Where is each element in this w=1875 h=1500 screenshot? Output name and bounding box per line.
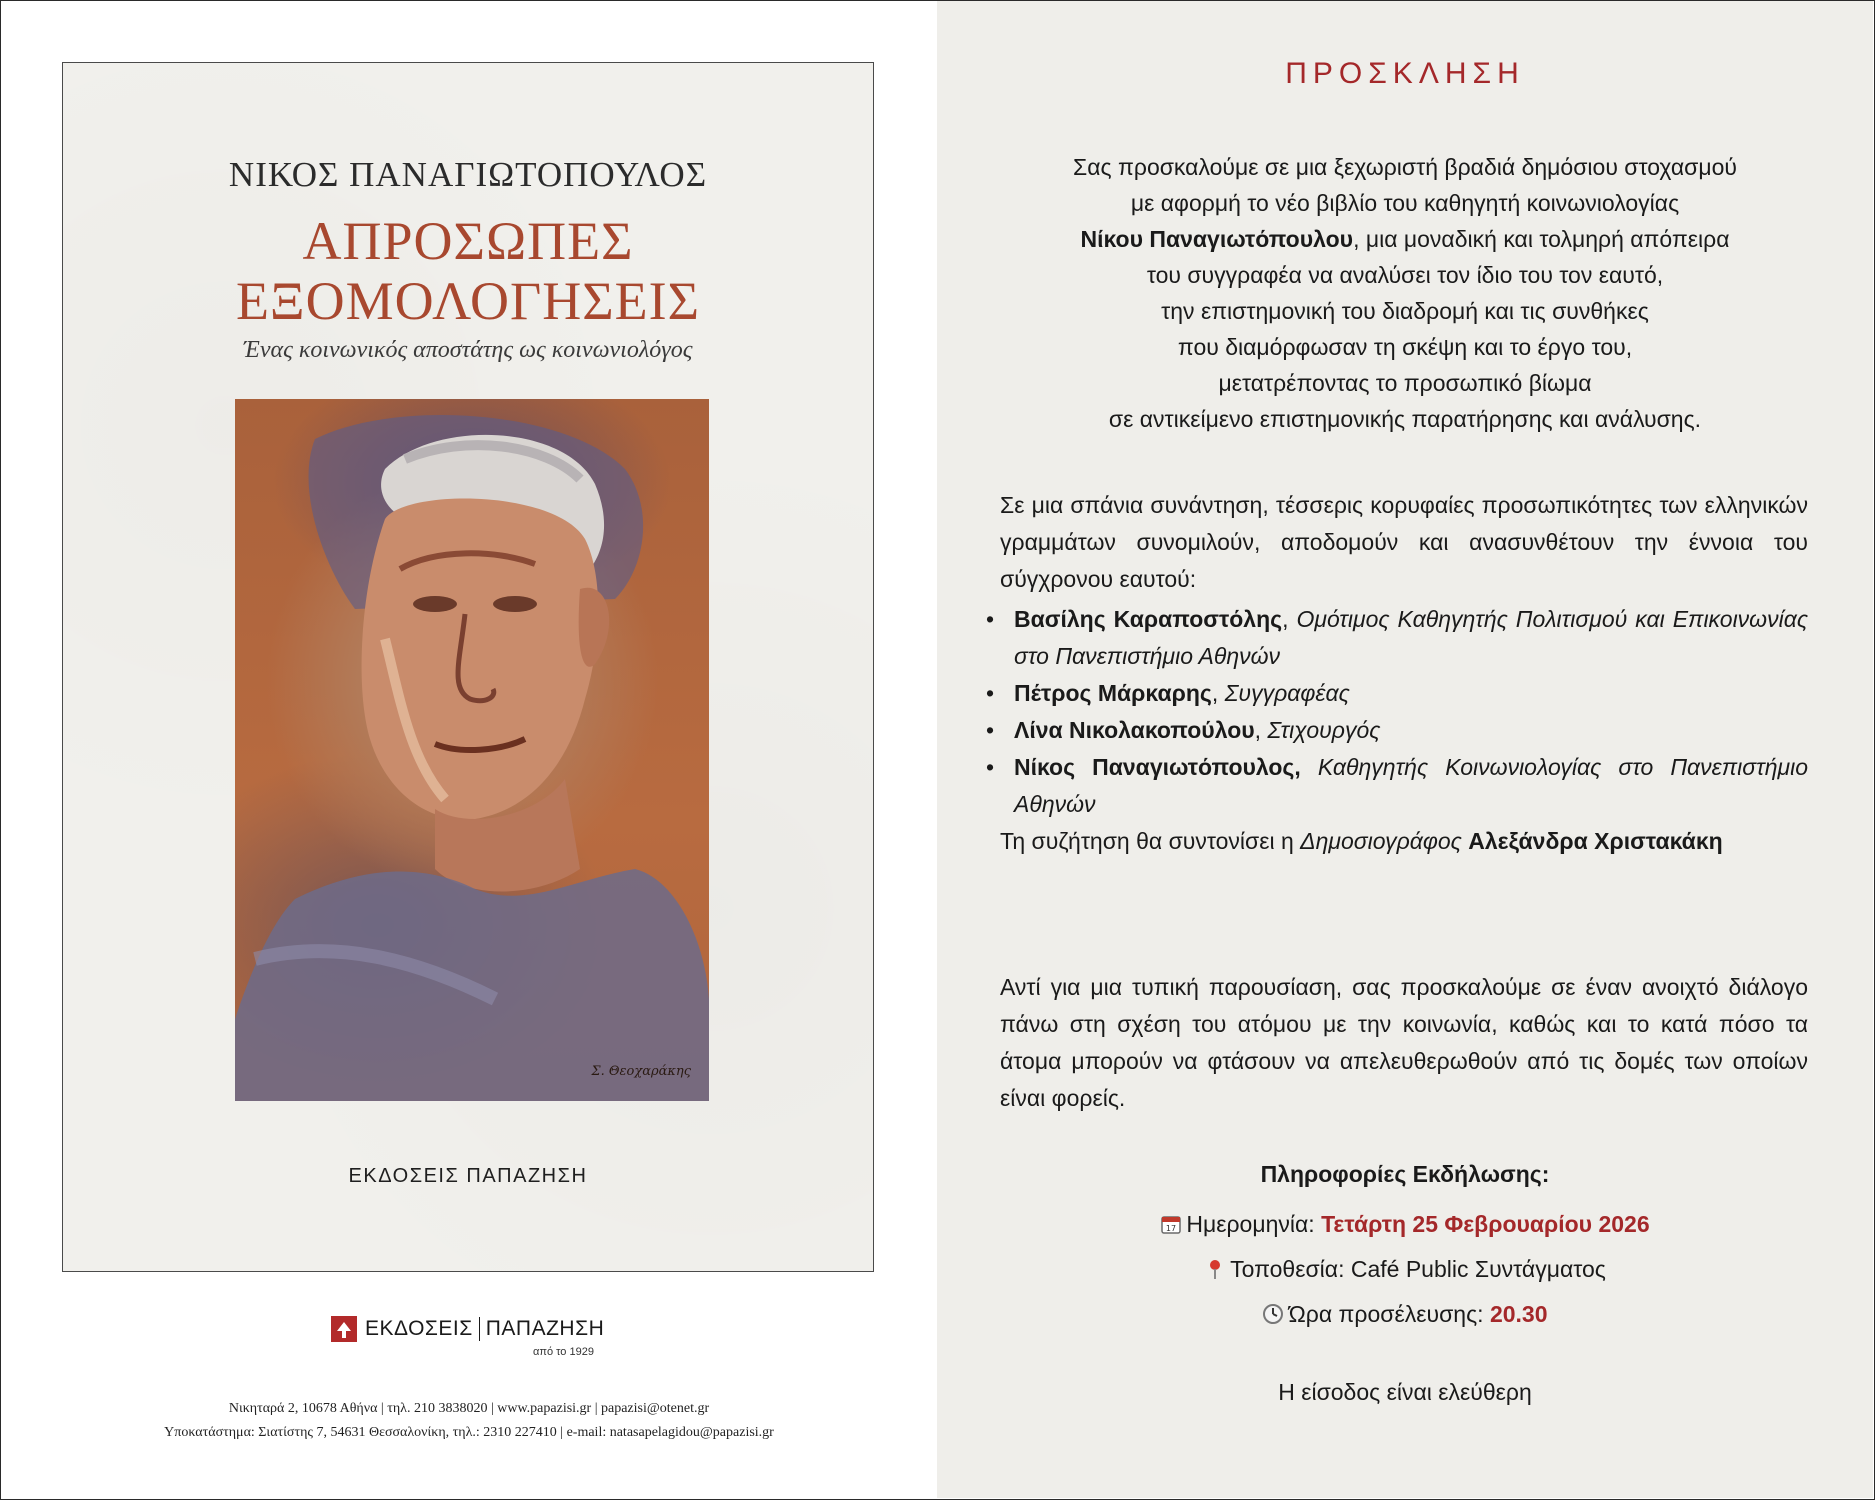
time-label: Ώρα προσέλευσης:: [1288, 1301, 1490, 1327]
cover-title: [63, 211, 873, 331]
event-info-heading: Πληροφορίες Εκδήλωσης:: [1260, 1161, 1550, 1187]
intro-line: του συγγραφέα να αναλύσει τον ίδιο του τον εαυτό,: [1146, 262, 1664, 288]
footer-address-line1: Νικηταρά 2, 10678 Αθήνα | τηλ. 210 3838020 | www.papazisi.gr | papazisi@otenet.gr: [228, 1401, 710, 1416]
bullet: •: [986, 754, 995, 780]
speaker-item: [986, 712, 1808, 749]
free-entry-note: Η είσοδος είναι ελεύθερη: [1278, 1379, 1532, 1405]
event-date-line: [937, 1211, 1873, 1238]
speaker-role: Συγγραφέας: [1224, 680, 1350, 706]
book-cover: [62, 62, 874, 1272]
time-value: 20.30: [1489, 1301, 1548, 1327]
left-panel: [1, 1, 937, 1498]
cover-portrait-painting: [235, 399, 709, 1101]
moderator-name: Αλεξάνδρα Χριστακάκη: [1468, 828, 1723, 854]
intro-line: με αφορμή το νέο βιβλίο του καθηγητή κοινωνιολογίας: [1130, 190, 1680, 216]
logo-text-part-b: ΠΑΠΑΖΗΣΗ: [485, 1317, 605, 1340]
speaker-item: [986, 601, 1808, 675]
speaker-role: Καθηγητής Κοινωνιολογίας στο Πανεπιστήμιο Αθηνών: [1014, 754, 1808, 817]
place-value: Café Public Συντάγματος: [1350, 1256, 1606, 1282]
invitation-title: ΠΡΟΣΚΛΗΣΗ: [1285, 57, 1525, 90]
svg-text:17: 17: [1166, 1224, 1177, 1233]
speaker-item: [986, 675, 1808, 712]
clock-icon: [1262, 1303, 1284, 1325]
closing-paragraph: Αντί για μια τυπική παρουσίαση, σας προσκαλούμε σε έναν ανοιχτό διάλογο πάνω στη σχέση του ατόμου με την κοινωνία, καθώς και το κατά πόσο τα άτομα μπορούν να φτάσουν να απελευθερωθούν από τις δομές των οποίων είναι φορείς.: [1000, 974, 1808, 1111]
speaker-sep: [1301, 754, 1318, 780]
intro-line: Σας προσκαλούμε σε μια ξεχωριστή βραδιά δημόσιου στοχασμού: [1073, 154, 1737, 180]
pin-icon: [1204, 1258, 1226, 1280]
bullet: •: [986, 717, 995, 743]
right-panel: [937, 1, 1873, 1498]
event-time-line: [937, 1301, 1873, 1328]
painting-signature: Σ. Θεοχαράκης: [591, 1064, 691, 1079]
footer-address-line2: Υποκατάστημα: Σιατίστης 7, 54631 Θεσσαλονίκη, τηλ.: 2310 227410 | e-mail: natasapelagidou@papazisi.gr: [164, 1425, 774, 1440]
cover-title-line1: ΑΠΡΟΣΩΠΕΣ: [302, 211, 634, 271]
date-value: Τετάρτη 25 Φεβρουαρίου 2026: [1321, 1211, 1650, 1237]
moderator-role: Δημοσιογράφος: [1300, 828, 1462, 854]
intro-line: μετατρέποντας το προσωπικό βίωμα: [1218, 370, 1592, 396]
cover-title-line2: ΕΞΟΜΟΛΟΓΗΣΕΙΣ: [235, 271, 701, 331]
event-place-line: [937, 1256, 1873, 1283]
calendar-icon: [1160, 1213, 1182, 1235]
portrait-illustration: [235, 399, 709, 1101]
moderator-prefix: Τη συζήτηση θα συντονίσει η: [1000, 828, 1301, 854]
panel-intro: Σε μια σπάνια συνάντηση, τέσσερις κορυφαίες προσωπικότητες των ελληνικών γραμμάτων συνομιλούν, αποδομούν και ανασυνθέτουν την έννοια του σύγχρονου εαυτού:: [1000, 492, 1808, 592]
intro-line: που διαμόρφωσαν τη σκέψη και το έργο του,: [1177, 334, 1633, 360]
speaker-sep: ,: [1211, 680, 1225, 706]
invitation-intro: [997, 149, 1813, 437]
logo-divider: [479, 1317, 480, 1341]
logo-since: από το 1929: [533, 1346, 594, 1358]
speaker-name: Λίνα Νικολακοπούλου: [1014, 717, 1255, 743]
moderator-line: [1000, 823, 1808, 860]
bullet: •: [986, 680, 995, 706]
speaker-item: [986, 749, 1808, 823]
speaker-sep: ,: [1254, 717, 1268, 743]
speaker-role: Ομότιμος Καθηγητής Πολιτισμού και Επικοινωνίας στο Πανεπιστήμιο Αθηνών: [1014, 606, 1808, 669]
speaker-sep: ,: [1282, 606, 1297, 632]
place-label: Τοποθεσία:: [1230, 1256, 1351, 1282]
publisher-logo-icon: [331, 1316, 357, 1342]
date-label: Ημερομηνία:: [1186, 1211, 1322, 1237]
intro-line: [997, 221, 1813, 257]
publisher-logo: [331, 1315, 604, 1343]
cover-author: ΝΙΚΟΣ ΠΑΝΑΓΙΩΤΟΠΟΥΛΟΣ: [228, 155, 708, 194]
speaker-role: Στιχουργός: [1267, 717, 1381, 743]
intro-line: την επιστημονική του διαδρομή και τις συνθήκες: [1161, 298, 1649, 324]
logo-text-part-a: ΕΚΔΟΣΕΙΣ: [365, 1317, 473, 1340]
speakers-list: [986, 601, 1808, 860]
speaker-name: Πέτρος Μάρκαρης: [1014, 680, 1212, 706]
bullet: •: [986, 606, 995, 632]
intro-line-rest: , μια μοναδική και τολμηρή απόπειρα: [1353, 226, 1730, 252]
speaker-name: Βασίλης Καραποστόλης: [1014, 606, 1283, 632]
cover-publisher: ΕΚΔΟΣΕΙΣ ΠΑΠΑΖΗΣΗ: [348, 1165, 588, 1187]
speaker-name: Νίκος Παναγιωτόπουλος,: [1014, 754, 1301, 780]
intro-author-name: Νίκου Παναγιωτόπουλου: [1080, 226, 1354, 252]
intro-line: σε αντικείμενο επιστημονικής παρατήρησης και ανάλυσης.: [1108, 406, 1702, 432]
cover-subtitle: Ένας κοινωνικός αποστάτης ως κοινωνιολόγος: [243, 337, 693, 363]
